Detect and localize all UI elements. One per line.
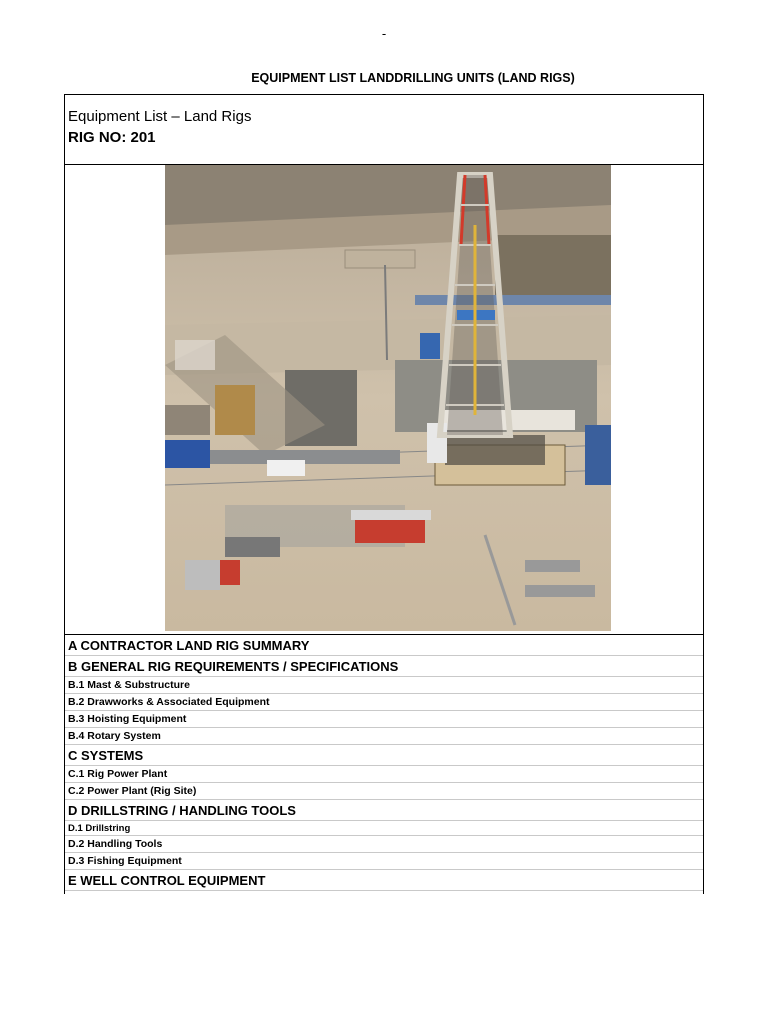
section-heading: D DRILLSTRING / HANDLING TOOLS xyxy=(65,800,703,821)
page-mark: - xyxy=(381,26,387,41)
subsection-item: B.4 Rotary System xyxy=(65,728,703,745)
section-heading: C SYSTEMS xyxy=(65,745,703,766)
header-box xyxy=(65,95,703,165)
section-heading: A CONTRACTOR LAND RIG SUMMARY xyxy=(65,635,703,656)
subsection-item: B.2 Drawworks & Associated Equipment xyxy=(65,694,703,711)
section-heading: E WELL CONTROL EQUIPMENT xyxy=(65,870,703,891)
subsection-item: B.1 Mast & Substructure xyxy=(65,677,703,694)
subsection-item: D.2 Handling Tools xyxy=(65,836,703,853)
document-title: EQUIPMENT LIST LANDDRILLING UNITS (LAND RIGS) xyxy=(251,71,575,85)
drilling-rig-aerial-photo xyxy=(165,165,611,631)
subsection-item: D.3 Fishing Equipment xyxy=(65,853,703,870)
subsection-item: B.3 Hoisting Equipment xyxy=(65,711,703,728)
photo-cell xyxy=(65,165,703,635)
rig-number: RIG NO: 201 xyxy=(68,129,156,146)
subsection-item: C.2 Power Plant (Rig Site) xyxy=(65,783,703,800)
section-list xyxy=(65,635,703,891)
equipment-sheet xyxy=(64,94,704,894)
subsection-item: C.1 Rig Power Plant xyxy=(65,766,703,783)
subsection-item: D.1 Drillstring xyxy=(65,821,703,836)
section-heading: B GENERAL RIG REQUIREMENTS / SPECIFICATIONS xyxy=(65,656,703,677)
equipment-list-heading: Equipment List – Land Rigs xyxy=(68,108,252,125)
